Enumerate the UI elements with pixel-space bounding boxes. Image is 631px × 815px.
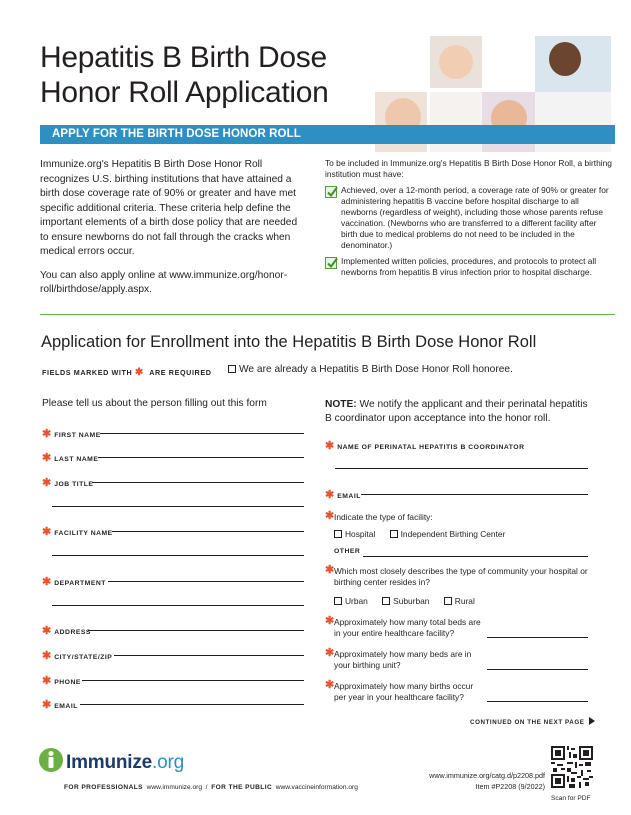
first-name-line[interactable] (100, 433, 304, 434)
required-star-icon: ✱ (325, 440, 335, 452)
job-title-line-2[interactable] (52, 506, 304, 507)
criteria-item (325, 185, 615, 251)
criteria-item (325, 256, 615, 278)
intro-text (40, 158, 302, 307)
qr-code-icon[interactable] (551, 746, 593, 788)
last-name-field[interactable]: ✱ LAST NAME (42, 448, 304, 466)
required-star-icon: ✱ (325, 615, 335, 627)
checkbox-icon[interactable] (444, 597, 452, 605)
criteria-box (325, 158, 615, 278)
checkbox-icon[interactable] (228, 365, 236, 373)
email-line[interactable] (80, 704, 304, 705)
baby-photo-1 (430, 36, 482, 88)
required-star-icon: ✱ (42, 699, 52, 711)
facility-type-question: ✱ Indicate the type of facility: (325, 510, 433, 522)
job-title-line[interactable] (92, 482, 304, 483)
births-question: ✱ Approximately how many births occur per year in your healthcare facility? (325, 679, 474, 702)
checkbox-icon[interactable] (390, 530, 398, 538)
option-suburban[interactable]: Suburban (382, 596, 429, 606)
continued-next-page: CONTINUED ON THE NEXT PAGE (470, 717, 595, 726)
community-options (334, 596, 487, 606)
births-line[interactable] (487, 701, 588, 702)
required-star-icon: ✱ (42, 625, 52, 637)
required-star-icon: ✱ (42, 452, 52, 464)
immunize-logo-icon (38, 747, 64, 773)
baby-photo-2 (535, 36, 611, 92)
required-star-icon: ✱ (42, 477, 52, 489)
phone-line[interactable] (82, 680, 304, 681)
required-star-icon: ✱ (134, 367, 144, 378)
required-star-icon: ✱ (42, 428, 52, 440)
other-line[interactable] (363, 556, 588, 557)
other-label: OTHER (334, 548, 361, 555)
checkbox-icon[interactable] (334, 530, 342, 538)
online-apply-text: You can also apply online at www.immunize.org/honor-roll/birthdose/apply.aspx. (40, 269, 288, 295)
required-fields-note: FIELDS MARKED WITH ✱ ARE REQUIRED (42, 367, 212, 378)
option-birthing-center[interactable]: Independent Birthing Center (390, 529, 506, 539)
facility-name-field[interactable]: ✱ FACILITY NAME (42, 522, 304, 540)
item-number: Item #P2208 (9/2022) (475, 782, 545, 791)
required-star-icon: ✱ (325, 679, 335, 691)
checkbox-icon[interactable] (382, 597, 390, 605)
facility-type-options (334, 529, 517, 539)
intro-paragraph: Immunize.org's Hepatitis B Birth Dose Honor Roll recognizes U.S. birthing institutions that have attained a birth dose coverage rate of 90% or greater and have met specific additional criteria. These criteria help define the important elements of a birth dose policy that are needed to ensure newborns do not fall through the cracks when medical errors occur. (40, 159, 298, 257)
total-beds-question: ✱ Approximately how many total beds are in your entire healthcare facility? (325, 615, 481, 638)
unit-beds-question: ✱ Approximately how many beds are in your birthing unit? (325, 647, 472, 670)
notification-note: NOTE: We notify the applicant and their perinatal hepatitis B coordinator upon acceptance into the honor roll. (325, 399, 588, 424)
item-info (429, 770, 545, 792)
facility-name-line[interactable] (112, 531, 304, 532)
phone-field[interactable]: ✱ PHONE (42, 671, 304, 689)
job-title-field[interactable]: ✱ JOB TITLE (42, 473, 304, 491)
required-star-icon: ✱ (42, 526, 52, 538)
option-rural[interactable]: Rural (444, 596, 475, 606)
title-line-1: Hepatitis B Birth Dose (40, 41, 327, 74)
last-name-line[interactable] (98, 457, 304, 458)
green-check-icon (325, 257, 337, 269)
coordinator-email-line[interactable] (361, 494, 588, 495)
title-line-2: Honor Roll Application (40, 76, 329, 109)
required-star-icon: ✱ (325, 564, 335, 576)
honoree-label: We are already a Hepatitis B Birth Dose Honor Roll honoree. (239, 364, 513, 375)
required-star-icon: ✱ (325, 510, 335, 522)
community-question: ✱ Which most closely describes the type of community your hospital or birthing center resides in? (325, 564, 588, 587)
email-field[interactable]: ✱ EMAIL (42, 695, 304, 713)
coordinator-field[interactable]: ✱ NAME OF PERINATAL HEPATITIS B COORDINATOR (325, 436, 588, 454)
criteria-item-text: Implemented written policies, procedures, and protocols to protect all newborns from hepatitis B virus infection prior to hospital discharge. (341, 256, 597, 277)
department-line-2[interactable] (52, 605, 304, 606)
section-divider (40, 314, 615, 315)
facility-section (325, 398, 590, 702)
footer-links: FOR PROFESSIONALS www.immunize.org / FOR THE PUBLIC www.vaccineinformation.org (64, 784, 358, 791)
application-title: Application for Enrollment into the Hepatitis B Birth Dose Honor Roll (41, 333, 537, 351)
page-title (40, 40, 329, 110)
unit-beds-line[interactable] (487, 669, 588, 670)
coordinator-email-field[interactable]: ✱ EMAIL (325, 485, 588, 503)
address-line[interactable] (88, 630, 304, 631)
immunize-logo-text: Immunize.org (66, 752, 184, 773)
total-beds-line[interactable] (487, 637, 588, 638)
required-star-icon: ✱ (42, 650, 52, 662)
honoree-checkbox[interactable] (228, 364, 513, 375)
required-star-icon: ✱ (42, 675, 52, 687)
green-check-icon (325, 186, 337, 198)
first-name-field[interactable]: ✱ FIRST NAME (42, 424, 304, 442)
applicant-heading: Please tell us about the person filling out this form (42, 398, 267, 409)
public-link[interactable]: www.vaccineinformation.org (275, 784, 358, 791)
city-state-zip-line[interactable] (114, 655, 304, 656)
city-state-zip-field[interactable]: ✱ CITY/STATE/ZIP (42, 646, 304, 664)
coordinator-line[interactable] (335, 468, 588, 469)
option-urban[interactable]: Urban (334, 596, 368, 606)
criteria-lead: To be included in Immunize.org's Hepatitis B Birth Dose Honor Roll, a birthing institution must have: (325, 158, 612, 179)
checkbox-icon[interactable] (334, 597, 342, 605)
option-hospital[interactable]: Hospital (334, 529, 375, 539)
scan-for-pdf-label: Scan for PDF (551, 795, 591, 802)
criteria-item-text: Achieved, over a 12-month period, a coverage rate of 90% or greater for administering hepatitis B vaccine before hospital discharge to all newborns (regardless of weight), including those whose parents refuse vaccination. (Newborns who are transferred to a different facility after birth due to medical problems do not need to be included in the denominator.) (341, 185, 609, 250)
required-star-icon: ✱ (325, 647, 335, 659)
apply-banner: APPLY FOR THE BIRTH DOSE HONOR ROLL (40, 125, 615, 144)
required-star-icon: ✱ (42, 576, 52, 588)
triangle-right-icon (589, 717, 595, 725)
professionals-link[interactable]: www.immunize.org (146, 784, 202, 791)
applicant-section (42, 398, 304, 711)
pdf-url[interactable]: www.immunize.org/catg.d/p2208.pdf (429, 771, 545, 780)
department-field[interactable]: ✱ DEPARTMENT (42, 572, 304, 590)
required-star-icon: ✱ (325, 489, 335, 501)
address-field[interactable]: ✱ ADDRESS (42, 621, 304, 639)
facility-name-line-2[interactable] (52, 555, 304, 556)
department-line[interactable] (108, 581, 304, 582)
